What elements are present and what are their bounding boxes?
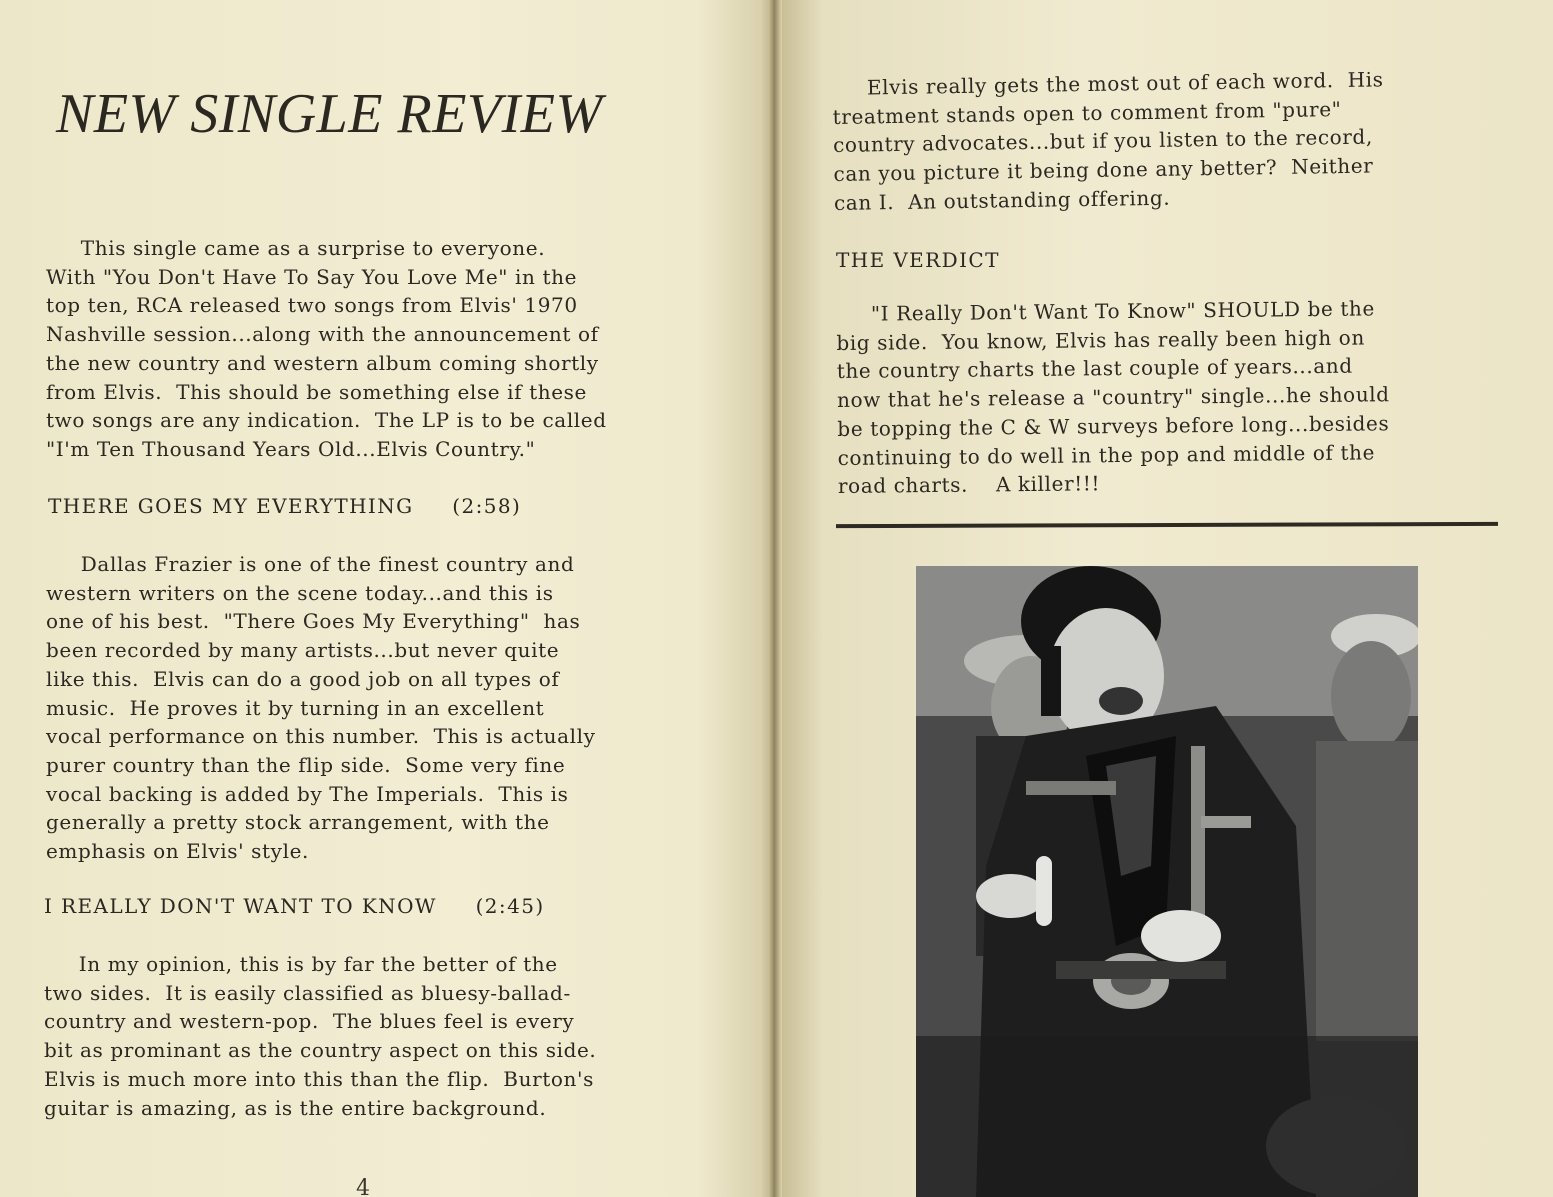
song2-paragraph: In my opinion, this is by far the better of the two sides. It is easily classified as bluesy-ballad- country and western-pop. The blues feel is every bit as prominant as the country aspect on this side. Elvis is much more into this than the flip. Burton's guitar is amazing, as is the entire background. — [44, 952, 597, 1120]
page-number: 4 — [356, 1176, 370, 1197]
song1-paragraph: Dallas Frazier is one of the finest country and western writers on the scene today...and this is one of his best. "There Goes My Everything" has been recorded by many artists...but never quite like this. Elvis can do a good job on all types of music. He proves it by turning in an excellent vocal performance on this number. This is actually purer country than the flip side. Some very fine vocal backing is added by The Imperials. This is generally a pretty stock arrangement, with the emphasis on Elvis' style. — [46, 552, 596, 864]
song2-heading: I REALLY DON'T WANT TO KNOW (2:45) — [44, 894, 545, 918]
elvis-photograph — [916, 566, 1418, 1197]
verdict-heading: THE VERDICT — [836, 248, 1000, 272]
continuation-paragraph: Elvis really gets the most out of each word. His treatment stands open to comment from "pure" country advocates...but if you listen to the record, can you picture it being done any better? Neither can I. An outstanding offering. — [832, 67, 1384, 215]
left-page — [0, 0, 770, 1197]
intro-paragraph: This single came as a surprise to everyone. With "You Don't Have To Say You Love Me" in the top ten, RCA released two songs from Elvis' 1970 Nashville session...along with the announcement of the new country and western album coming shortly from Elvis. This should be something else if these two songs are any indication. The LP is to be called "I'm Ten Thousand Years Old...Elvis Country." — [46, 236, 607, 461]
page-title: NEW SINGLE REVIEW — [56, 83, 603, 145]
song1-heading: THERE GOES MY EVERYTHING (2:58) — [48, 494, 522, 518]
verdict-paragraph: "I Really Don't Want To Know" SHOULD be the big side. You know, Elvis has really been high on the country charts the last couple of years...and now that he's release a "country" single...he should be topping the C & W surveys before long...besides continuing to do well in the pop and middle of the road charts. A killer!!! — [836, 296, 1390, 499]
